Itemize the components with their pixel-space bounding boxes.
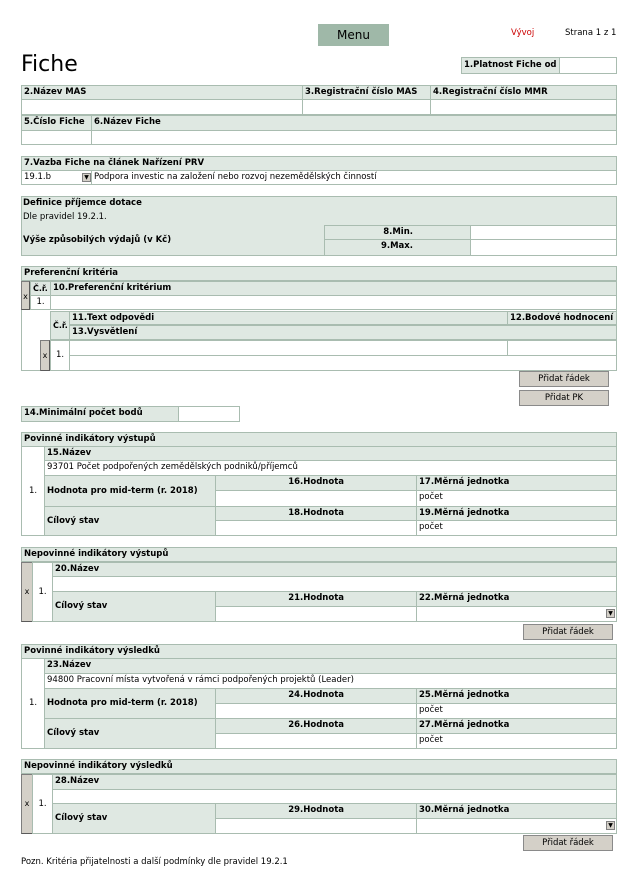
- vydaje-label: Výše způsobilých výdajů (v Kč): [23, 235, 172, 245]
- nepovinne-vysledky-jednotka-label: 30.Měrná jednotka: [416, 803, 617, 819]
- povinne-vysledky-row-num: 1.: [21, 658, 45, 749]
- pk-delete-button[interactable]: x: [21, 281, 30, 310]
- nepovinne-vysledky-hodnota-input[interactable]: [215, 818, 417, 834]
- pk-section-header: Preferenční kritéria: [21, 266, 617, 281]
- povinne-vysledky-midterm-label: Hodnota pro mid-term (r. 2018): [44, 688, 216, 719]
- povinne-vystupy-hodnota1-input[interactable]: [215, 490, 417, 507]
- pridat-pk-button[interactable]: Přidat PK: [519, 390, 609, 406]
- povinne-vysledky-cil-label: Cílový stav: [44, 718, 216, 749]
- povinne-vystupy-hodnota2-label: 18.Hodnota: [215, 506, 417, 521]
- nepovinne-vystupy-nazev-label: 20.Název: [52, 562, 617, 577]
- povinne-vysledky-hodnota1-label: 24.Hodnota: [215, 688, 417, 704]
- reg-mmr-label: 4.Registrační číslo MMR: [430, 85, 617, 100]
- reg-mas-input[interactable]: [302, 99, 431, 115]
- dropdown-arrow-icon[interactable]: ▼: [606, 821, 615, 830]
- nepovinne-vysledky-cil-label: Cílový stav: [52, 803, 216, 834]
- nepovinne-vysledky-pridat-radek-button[interactable]: Přidat řádek: [523, 835, 613, 851]
- povinne-vystupy-row-num: 1.: [21, 446, 45, 536]
- povinne-vysledky-nazev-label: 23.Název: [44, 658, 617, 674]
- nepovinne-vysledky-delete-button[interactable]: x: [21, 774, 33, 834]
- pk-bodove-label: 12.Bodové hodnocení: [507, 311, 617, 325]
- nepovinne-vystupy-cil-label: Cílový stav: [52, 591, 216, 622]
- nepovinne-vysledky-nazev-label: 28.Název: [52, 774, 617, 790]
- pk-row-num: 1.: [30, 295, 51, 310]
- povinne-vystupy-hodnota2-input[interactable]: [215, 520, 417, 536]
- pk-kriterium-label: 10.Preferenční kritérium: [50, 281, 617, 296]
- nepovinne-vystupy-jednotka-select[interactable]: [416, 606, 617, 622]
- vazba-text: Podpora investic na založení nebo rozvoj nezemědělských činností: [91, 170, 617, 185]
- povinne-vystupy-header: Povinné indikátory výstupů: [21, 432, 617, 447]
- nepovinne-vystupy-delete-button[interactable]: x: [21, 562, 33, 622]
- page-indicator: Strana 1 z 1: [565, 28, 617, 38]
- cislo-fiche-label: 5.Číslo Fiche: [21, 115, 92, 131]
- nepovinne-vysledky-header: Nepovinné indikátory výsledků: [21, 759, 617, 774]
- povinne-vystupy-jednotka1-label: 17.Měrná jednotka: [416, 475, 617, 491]
- vyvoj-link[interactable]: Vývoj: [511, 28, 535, 38]
- povinne-vystupy-jednotka2-value: počet: [416, 520, 617, 536]
- max-label: 9.Max.: [324, 239, 471, 256]
- povinne-vystupy-midterm-label: Hodnota pro mid-term (r. 2018): [44, 475, 216, 507]
- nepovinne-vystupy-hodnota-label: 21.Hodnota: [215, 591, 417, 607]
- nazev-fiche-label: 6.Název Fiche: [91, 115, 617, 131]
- min-body-label: 14.Minimální počet bodů: [21, 406, 179, 422]
- max-input[interactable]: [470, 239, 617, 256]
- pk-sub-delete-button[interactable]: x: [40, 340, 50, 371]
- pk-bodove-input[interactable]: [507, 340, 617, 356]
- povinne-vysledky-hodnota1-input[interactable]: [215, 703, 417, 719]
- nepovinne-vysledky-nazev-input[interactable]: [52, 789, 617, 804]
- nepovinne-vystupy-jednotka-label: 22.Měrná jednotka: [416, 591, 617, 607]
- platnost-input[interactable]: [559, 57, 617, 74]
- pk-sub-cislo-label: Č.ř.: [50, 311, 70, 340]
- definice-text: Dle pravidel 19.2.1.: [23, 212, 107, 222]
- povinne-vystupy-jednotka1-value: počet: [416, 490, 617, 507]
- nepovinne-vystupy-hodnota-input[interactable]: [215, 606, 417, 622]
- min-body-input[interactable]: [178, 406, 240, 422]
- nepovinne-vystupy-nazev-input[interactable]: [52, 576, 617, 592]
- nepovinne-vystupy-row-num: 1.: [32, 562, 53, 622]
- povinne-vysledky-jednotka1-label: 25.Měrná jednotka: [416, 688, 617, 704]
- povinne-vysledky-hodnota2-label: 26.Hodnota: [215, 718, 417, 734]
- page-title: Fiche: [21, 52, 78, 77]
- dropdown-arrow-icon[interactable]: ▼: [82, 173, 91, 182]
- nepovinne-vysledky-hodnota-label: 29.Hodnota: [215, 803, 417, 819]
- povinne-vysledky-jednotka2-value: počet: [416, 733, 617, 749]
- pk-sub-row-num: 1.: [50, 340, 70, 371]
- povinne-vysledky-jednotka1-value: počet: [416, 703, 617, 719]
- povinne-vystupy-nazev-label: 15.Název: [44, 446, 617, 461]
- definice-label: Definice příjemce dotace: [23, 198, 142, 208]
- nepovinne-vysledky-jednotka-select[interactable]: [416, 818, 617, 834]
- pk-text-odpovedi-label: 11.Text odpovědi: [69, 311, 508, 325]
- platnost-label: 1.Platnost Fiche od: [461, 57, 560, 74]
- pk-vysvetleni-label: 13.Vysvětlení: [69, 325, 617, 340]
- reg-mmr-input[interactable]: [430, 99, 617, 115]
- pk-text-odpovedi-input[interactable]: [69, 340, 508, 356]
- nazev-mas-input[interactable]: [21, 99, 303, 115]
- povinne-vystupy-cil-label: Cílový stav: [44, 506, 216, 536]
- pk-pridat-radek-button[interactable]: Přidat řádek: [519, 371, 609, 387]
- povinne-vysledky-jednotka2-label: 27.Měrná jednotka: [416, 718, 617, 734]
- footer-note: Pozn. Kritéria přijatelnosti a další podmínky dle pravidel 19.2.1: [21, 857, 288, 867]
- povinne-vysledky-header: Povinné indikátory výsledků: [21, 644, 617, 659]
- pk-kriterium-input[interactable]: [50, 295, 617, 310]
- nazev-fiche-input[interactable]: [91, 130, 617, 145]
- min-input[interactable]: [470, 225, 617, 240]
- cislo-fiche-input[interactable]: [21, 130, 92, 145]
- nepovinne-vysledky-row-num: 1.: [32, 774, 53, 834]
- pk-vysvetleni-input[interactable]: [69, 355, 617, 371]
- nepovinne-vystupy-header: Nepovinné indikátory výstupů: [21, 547, 617, 562]
- povinne-vystupy-jednotka2-label: 19.Měrná jednotka: [416, 506, 617, 521]
- povinne-vysledky-hodnota2-input[interactable]: [215, 733, 417, 749]
- vazba-code-select[interactable]: 19.1.b: [21, 170, 92, 185]
- povinne-vystupy-nazev-value: 93701 Počet podpořených zemědělských podniků/příjemců: [44, 460, 617, 476]
- vazba-label: 7.Vazba Fiche na článek Nařízení PRV: [21, 156, 617, 171]
- nazev-mas-label: 2.Název MAS: [21, 85, 303, 100]
- nepovinne-vystupy-pridat-radek-button[interactable]: Přidat řádek: [523, 624, 613, 640]
- povinne-vystupy-hodnota1-label: 16.Hodnota: [215, 475, 417, 491]
- dropdown-arrow-icon[interactable]: ▼: [606, 609, 615, 618]
- reg-mas-label: 3.Registrační číslo MAS: [302, 85, 431, 100]
- povinne-vysledky-nazev-value: 94800 Pracovní místa vytvořená v rámci podpořených projektů (Leader): [44, 673, 617, 689]
- menu-button[interactable]: Menu: [318, 24, 389, 46]
- pk-cislo-label: Č.ř.: [30, 281, 51, 296]
- min-label: 8.Min.: [324, 225, 471, 240]
